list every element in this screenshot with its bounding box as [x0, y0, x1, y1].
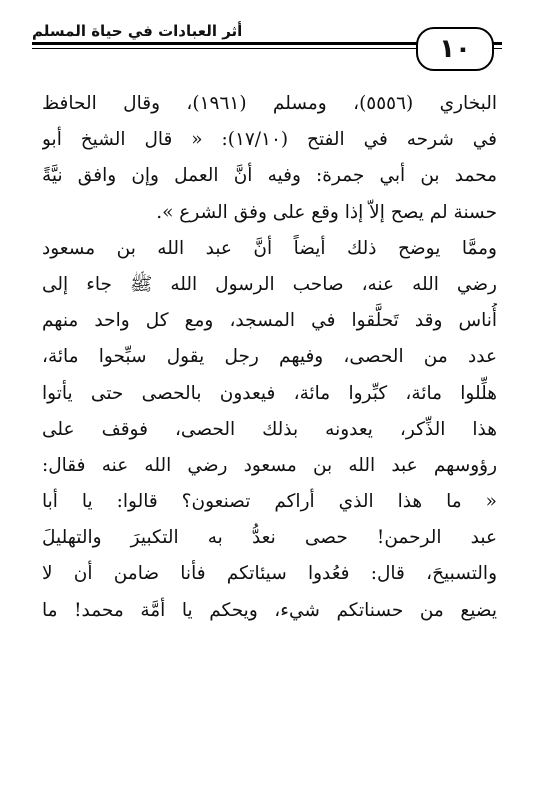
page-number: ١٠ — [439, 34, 471, 64]
text-line: وممَّا يوضح ذلك أيضاً أنَّ عبد الله بن مسعود — [42, 237, 497, 259]
text-line: حسنة لم يصح إلاّ إذا وقع على وفق الشرع ». — [156, 201, 497, 223]
text-line: عدد من الحصى، وفيهم رجل يقول سبِّحوا مائة، — [42, 346, 497, 368]
text-line: هلِّلوا مائة، كبِّروا مائة، فيعدون بالحصى حتى يأتوا — [42, 382, 497, 404]
text-line: يضيع من حسناتكم شيء، ويحكم يا أمَّة محمد! ما — [42, 599, 497, 621]
text-line: والتسبيحَ، قال: فعُدوا سيئاتكم فأنا ضامن أن لا — [42, 563, 497, 585]
paragraph-1 — [42, 86, 497, 231]
text-line: عبد الرحمن! حصى نعدُّ به التكبيرَ والتهليلَ — [42, 527, 497, 549]
page-header — [32, 18, 502, 74]
text-line: رؤوسهم عبد الله بن مسعود رضي الله عنه فقال: — [42, 454, 497, 476]
text-line: أُناس وقد تَحلَّقوا في المسجد، ومع كل واحد منهم — [42, 310, 497, 332]
running-title: أثر العبادات في حياة المسلم — [32, 22, 248, 40]
paragraph-2 — [42, 231, 497, 629]
text-line: « ما هذا الذي أراكم تصنعون؟ قالوا: يا أبا — [42, 491, 497, 513]
text-line: البخاري (٥٥٥٦)، ومسلم (١٩٦١)، وقال الحافظ — [42, 93, 497, 114]
body-text — [42, 86, 497, 629]
page-number-frame — [416, 27, 494, 71]
text-line: في شرحه في الفتح (١٧/١٠): « قال الشيخ أبو — [42, 129, 497, 151]
text-line: رضي الله عنه، صاحب الرسول الله ﷺ جاء إلى — [42, 273, 497, 295]
text-line: محمد بن أبي جمرة: وفيه أنَّ العمل وإن وافق نيَّةً — [42, 165, 497, 187]
text-line: هذا الذِّكر، يعدونه بذلك الحصى، فوقف على — [42, 418, 497, 440]
